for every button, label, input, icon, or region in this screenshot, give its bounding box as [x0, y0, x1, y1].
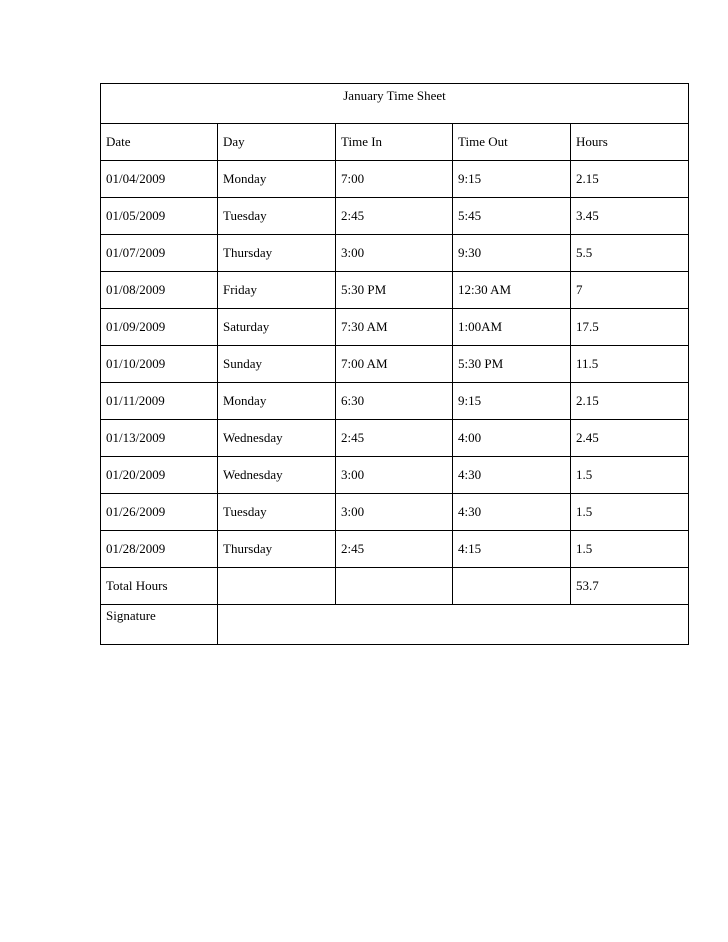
cell-hours: 2.15	[571, 383, 689, 420]
table-row	[101, 531, 689, 568]
table-row	[101, 161, 689, 198]
cell-hours: 7	[571, 272, 689, 309]
total-empty-cell	[336, 568, 453, 605]
total-label: Total Hours	[101, 568, 218, 605]
cell-day: Monday	[218, 383, 336, 420]
header-date: Date	[101, 124, 218, 161]
cell-day: Tuesday	[218, 494, 336, 531]
cell-time-out: 5:30 PM	[453, 346, 571, 383]
cell-time-in: 7:00	[336, 161, 453, 198]
cell-time-out: 9:30	[453, 235, 571, 272]
cell-hours: 11.5	[571, 346, 689, 383]
cell-time-in: 6:30	[336, 383, 453, 420]
cell-hours: 5.5	[571, 235, 689, 272]
cell-time-out: 4:30	[453, 494, 571, 531]
cell-day: Sunday	[218, 346, 336, 383]
cell-hours: 3.45	[571, 198, 689, 235]
cell-date: 01/05/2009	[101, 198, 218, 235]
cell-time-out: 9:15	[453, 161, 571, 198]
cell-day: Thursday	[218, 531, 336, 568]
total-hours-value: 53.7	[571, 568, 689, 605]
cell-time-out: 4:15	[453, 531, 571, 568]
cell-date: 01/04/2009	[101, 161, 218, 198]
cell-time-in: 2:45	[336, 198, 453, 235]
table-row	[101, 494, 689, 531]
cell-time-out: 5:45	[453, 198, 571, 235]
table-row	[101, 457, 689, 494]
cell-time-in: 2:45	[336, 420, 453, 457]
cell-date: 01/09/2009	[101, 309, 218, 346]
header-time-out: Time Out	[453, 124, 571, 161]
cell-time-in: 5:30 PM	[336, 272, 453, 309]
table-row	[101, 272, 689, 309]
cell-day: Friday	[218, 272, 336, 309]
signature-label: Signature	[101, 605, 218, 645]
cell-hours: 2.45	[571, 420, 689, 457]
header-row	[101, 124, 689, 161]
timesheet-table	[100, 83, 689, 645]
table-row	[101, 235, 689, 272]
cell-time-in: 7:00 AM	[336, 346, 453, 383]
cell-hours: 2.15	[571, 161, 689, 198]
cell-date: 01/07/2009	[101, 235, 218, 272]
timesheet-body	[101, 84, 689, 645]
header-time-in: Time In	[336, 124, 453, 161]
timesheet-title: January Time Sheet	[101, 84, 689, 124]
cell-time-out: 4:00	[453, 420, 571, 457]
table-row	[101, 383, 689, 420]
cell-time-in: 7:30 AM	[336, 309, 453, 346]
cell-date: 01/28/2009	[101, 531, 218, 568]
cell-date: 01/13/2009	[101, 420, 218, 457]
cell-day: Monday	[218, 161, 336, 198]
cell-date: 01/10/2009	[101, 346, 218, 383]
cell-day: Wednesday	[218, 420, 336, 457]
cell-hours: 1.5	[571, 494, 689, 531]
title-row	[101, 84, 689, 124]
cell-day: Saturday	[218, 309, 336, 346]
total-empty-cell	[218, 568, 336, 605]
cell-date: 01/20/2009	[101, 457, 218, 494]
cell-date: 01/26/2009	[101, 494, 218, 531]
cell-date: 01/11/2009	[101, 383, 218, 420]
table-row	[101, 198, 689, 235]
signature-field[interactable]	[218, 605, 689, 645]
cell-time-in: 2:45	[336, 531, 453, 568]
table-row	[101, 309, 689, 346]
header-hours: Hours	[571, 124, 689, 161]
cell-time-out: 9:15	[453, 383, 571, 420]
header-day: Day	[218, 124, 336, 161]
table-row	[101, 420, 689, 457]
cell-hours: 17.5	[571, 309, 689, 346]
cell-time-in: 3:00	[336, 235, 453, 272]
table-row	[101, 346, 689, 383]
cell-hours: 1.5	[571, 457, 689, 494]
cell-time-in: 3:00	[336, 494, 453, 531]
cell-day: Wednesday	[218, 457, 336, 494]
cell-time-in: 3:00	[336, 457, 453, 494]
total-empty-cell	[453, 568, 571, 605]
cell-date: 01/08/2009	[101, 272, 218, 309]
cell-time-out: 12:30 AM	[453, 272, 571, 309]
cell-day: Thursday	[218, 235, 336, 272]
cell-time-out: 4:30	[453, 457, 571, 494]
cell-hours: 1.5	[571, 531, 689, 568]
cell-time-out: 1:00AM	[453, 309, 571, 346]
signature-row	[101, 605, 689, 645]
total-row	[101, 568, 689, 605]
cell-day: Tuesday	[218, 198, 336, 235]
